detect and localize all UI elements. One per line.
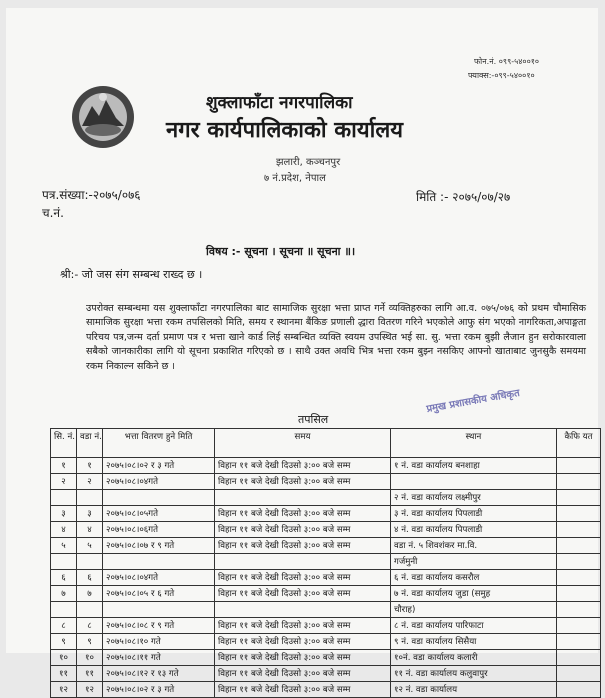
cell-serial [51,490,77,506]
letter-date: मिति :- २०७५/०७/२७ [416,190,511,204]
cell-place: ४ नं. वडा कार्यालय पिपलाडी [391,522,557,538]
cell-ward [77,602,103,618]
cell-remarks [557,602,601,618]
table-row [51,666,601,682]
cell-time [215,490,391,506]
cell-remarks [557,490,601,506]
table-row [51,490,601,506]
table-row [51,602,601,618]
table-row [51,682,601,698]
table-row [51,634,601,650]
cell-remarks [557,618,601,634]
cell-remarks [557,554,601,570]
cell-ward: २ [77,474,103,490]
cell-remarks [557,650,601,666]
cell-remarks [557,570,601,586]
cell-place: गर्जमुनी [391,554,557,570]
cell-time: विहान ११ बजे देखी दिउसो ३:०० बजे सम्म [215,458,391,474]
cell-time: विहान ११ बजे देखी दिउसो ३:०० बजे सम्म [215,666,391,682]
cell-ward: ७ [77,586,103,602]
table-row [51,474,601,490]
cell-remarks [557,506,601,522]
cell-date [103,554,215,570]
cell-ward [77,490,103,506]
cell-date: २०७५।०८।१० गते [103,634,215,650]
cell-remarks [557,586,601,602]
cell-ward: ५ [77,538,103,554]
cell-remarks [557,538,601,554]
cell-date: २०७५।०८।०२ र ३ गते [103,682,215,698]
reference-number: पत्र.संख्या:-२०७५/०७६ [42,188,141,202]
cell-ward: ९ [77,634,103,650]
col-remarks: कैफि यत [557,429,601,458]
cell-serial: ९ [51,634,77,650]
cell-date [103,602,215,618]
table-row [51,554,601,570]
cell-date: २०७५।०८।०७ र ९ गते [103,538,215,554]
cell-date: २०७५।०८।०५गते [103,506,215,522]
table-row [51,538,601,554]
cell-ward: ३ [77,506,103,522]
cell-place [391,474,557,490]
cell-date: २०७५।०८।०६गते [103,522,215,538]
cell-date: २०७५।०८।०८ र ९ गते [103,618,215,634]
cell-place: ८ नं. वडा कार्यालय पारिफाटा [391,618,557,634]
cell-serial [51,602,77,618]
cell-time [215,554,391,570]
cell-place: १ नं. वडा कार्यालय बनशाहा [391,458,557,474]
cell-place: ६ नं. वडा कार्यालय कसरौल [391,570,557,586]
col-date: भत्ता वितरण हुने मिति [103,429,215,458]
cell-ward: १ [77,458,103,474]
org-name: शुक्लाफाँटा नगरपालिका [206,93,353,113]
cell-serial: १० [51,650,77,666]
cell-date: २०७५।०८।०४गते [103,570,215,586]
official-stamp: प्रमुख प्रशासकीय अधिकृत [425,387,521,416]
office-name: नगर कार्यपालिकाको कार्यालय [166,118,403,143]
cell-ward: ८ [77,618,103,634]
cell-ward [77,554,103,570]
cell-date [103,490,215,506]
address-line-2: ७ नं.प्रदेश, नेपाल [264,173,326,184]
cell-time [215,602,391,618]
cell-date: २०७५।०८।१२ र १३ गते [103,666,215,682]
cell-serial: ५ [51,538,77,554]
table-row [51,618,601,634]
nepal-emblem-icon [70,84,136,150]
phone-number: फोन.नं. ०९९-५४००१० [474,57,540,66]
col-place: स्थान [391,429,557,458]
cell-date: २०७५।०८।११ गते [103,650,215,666]
cell-time: विहान ११ बजे देखी दिउसो ३:०० बजे सम्म [215,538,391,554]
cell-ward: १२ [77,682,103,698]
cell-serial [51,554,77,570]
cell-serial: ३ [51,506,77,522]
cell-remarks [557,634,601,650]
cell-place: चौराह) [391,602,557,618]
distribution-schedule-table [50,428,601,698]
cell-place: १२ नं. वडा कार्यालय [391,682,557,698]
cell-serial: ७ [51,586,77,602]
cell-date: २०७५।०८।०२ र ३ गते [103,458,215,474]
col-serial: सि. नं. [51,429,77,458]
cell-time: विहान ११ बजे देखी दिउसो ३:०० बजे सम्म [215,682,391,698]
cell-serial: १ [51,458,77,474]
cell-serial: २ [51,474,77,490]
cell-time: विहान ११ बजे देखी दिउसो ३:०० बजे सम्म [215,650,391,666]
cell-remarks [557,522,601,538]
dispatch-number: च.नं. [42,206,64,220]
cell-time: विहान ११ बजे देखी दिउसो ३:०० बजे सम्म [215,474,391,490]
cell-time: विहान ११ बजे देखी दिउसो ३:०० बजे सम्म [215,618,391,634]
cell-serial: ११ [51,666,77,682]
cell-remarks [557,682,601,698]
cell-ward: ४ [77,522,103,538]
cell-place: ११ नं. वडा कार्यालय कलुवापुर [391,666,557,682]
cell-time: विहान ११ बजे देखी दिउसो ३:०० बजे सम्म [215,586,391,602]
cell-place: ७ नं. वडा कार्यालय जुडा (समुह [391,586,557,602]
cell-serial: ८ [51,618,77,634]
table-row [51,506,601,522]
subject-line: विषय :- सूचना । सूचना ॥ सूचना ॥। [206,245,356,258]
cell-date: २०७५।०८।०५ र ६ गते [103,586,215,602]
cell-date: २०७५।०८।०४गते [103,474,215,490]
cell-place: ३ नं. वडा कार्यालय पिपलाडी [391,506,557,522]
table-row [51,586,601,602]
cell-time: विहान ११ बजे देखी दिउसो ३:०० बजे सम्म [215,570,391,586]
table-row [51,650,601,666]
cell-time: विहान ११ बजे देखी दिउसो ३:०० बजे सम्म [215,506,391,522]
cell-place: १०नं. वडा कार्यालय कलारी [391,650,557,666]
cell-serial: ६ [51,570,77,586]
cell-remarks [557,474,601,490]
table-header-row [51,429,601,458]
cell-remarks [557,666,601,682]
cell-time: विहान ११ बजे देखी दिउसो ३:०० बजे सम्म [215,522,391,538]
cell-place: ९ नं. वडा कार्यालय सिसैया [391,634,557,650]
addressee-line: श्री:- जो जस संग सम्बन्ध राख्द छ । [60,268,203,281]
table-row [51,522,601,538]
cell-time: विहान ११ बजे देखी दिउसो ३:०० बजे सम्म [215,634,391,650]
cell-ward: ११ [77,666,103,682]
cell-ward: ६ [77,570,103,586]
cell-serial: ४ [51,522,77,538]
fax-number: फ्याक्स:-०९९-५४००१० [468,71,535,80]
cell-place: २ नं. वडा कार्यालय लक्ष्मीपुर [391,490,557,506]
col-ward: वडा नं. [77,429,103,458]
table-row [51,570,601,586]
cell-ward: १० [77,650,103,666]
table-row [51,458,601,474]
address-line-1: झलारी, कञ्चनपुर [276,157,341,168]
notice-body: उपरोक्त सम्बन्धमा यस शुक्लाफाँटा नगरपालिका बाट सामाजिक सुरक्षा भत्ता प्राप्त गर्ने व्यक्तिहरुका लागि आ.व. ०७५/०७६ को प्रथम चौमासिक सामाजिक सुरक्षा भत्ता रकम तपसिलको मिति, समय र स्थानमा बैंकिङ प्रणाली द्धारा वितरण गरिने भएकोले आफु संग भएको नागरिकता,अपाङ्गता परिचय पत्र,जन्म दर्ता प्रमाण पत्र र भत्ता खाने कार्ड लिई सम्बन्धित व्यक्ति स्वयम उपस्थित भई सा. सु. भत्ता रकम बुझी लैजान हुन सरोकारवाला सबैको जानकारीका लागि यो सूचना प्रकाशित गरिएको छ । साथै उक्त अवधि भित्र भत्ता रकम बुझ्न नसकिए आफ्नो खाताबाट जुनसुकै समयमा रकम निकाल्न सकिने छ । [86,303,586,372]
cell-place: वडा नं. ५ शिवशंकर मा.वि. [391,538,557,554]
col-time: समय [215,429,391,458]
cell-remarks [557,458,601,474]
cell-serial: १२ [51,682,77,698]
table-caption: तपसिल [298,413,329,426]
notice-page [6,8,598,695]
